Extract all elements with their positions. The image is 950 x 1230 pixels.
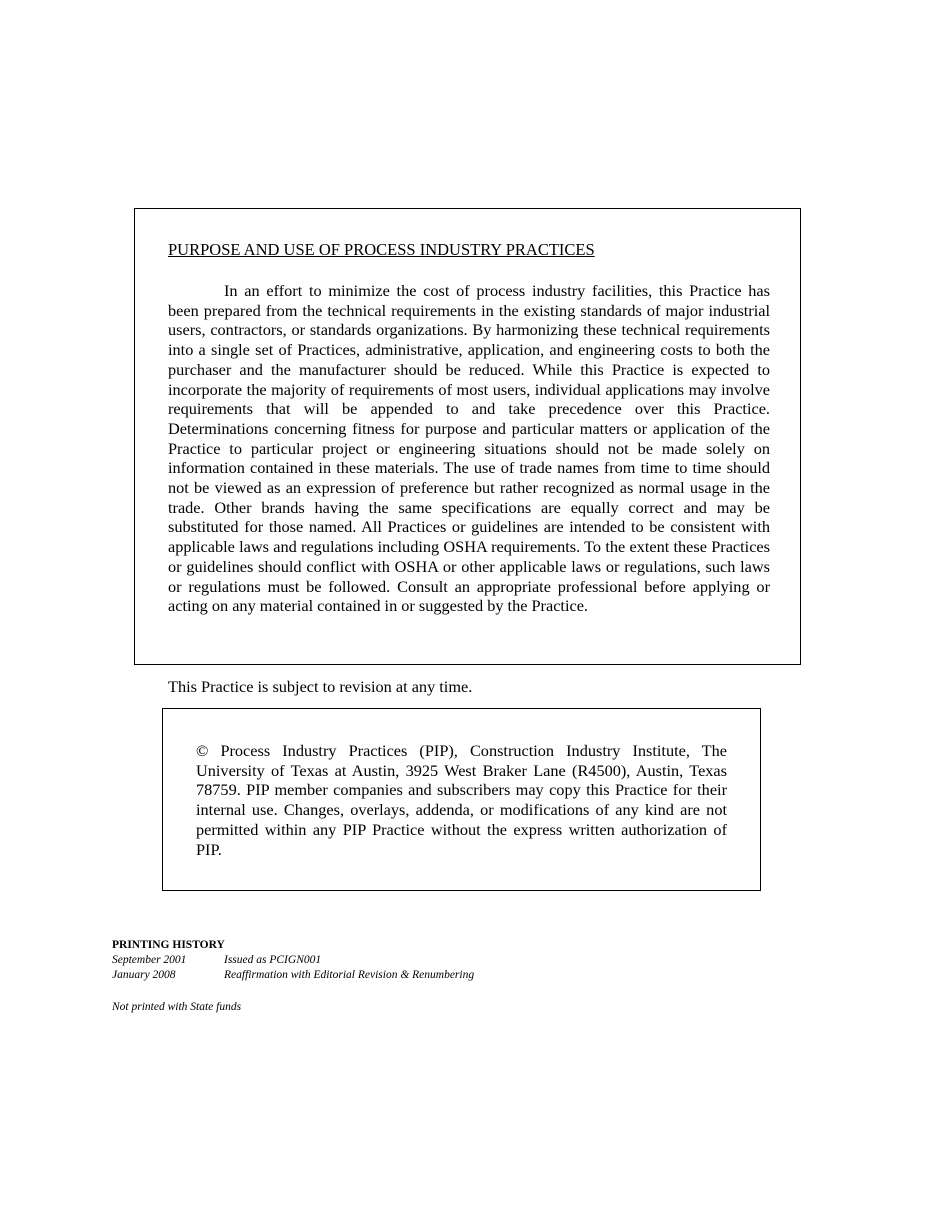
purpose-heading: PURPOSE AND USE OF PROCESS INDUSTRY PRACTICES (168, 240, 595, 259)
purpose-paragraph (168, 281, 770, 616)
history-entry (112, 953, 474, 968)
history-entry-description: Reaffirmation with Editorial Revision & Renumbering (224, 969, 475, 981)
history-entry-date: January 2008 (112, 969, 176, 981)
history-entry-description: Issued as PCIGN001 (224, 954, 322, 966)
history-entry (112, 968, 474, 983)
printing-history-title: PRINTING HISTORY (112, 939, 225, 951)
printing-history (112, 938, 474, 983)
purpose-body-text: In an effort to minimize the cost of process industry facilities, this Practice has been prepared from the technical requirements in the existing standards of major industrial users, contractors, or standards organizations. By harmonizing these technical requirements into a single set of Practices, administrative, application, and engineering costs to both the purchaser and the manufacturer should be reduced. While this Practice is expected to incorporate the majority of requirements of most users, individual applications may involve requirements that will be appended to and take precedence over this Practice. Determinations concerning fitness for purpose and particular matters or application of the Practice to particular project or engineering situations should not be made solely on information contained in these materials. The use of trade names from time to time should not be viewed as an expression of preference but rather recognized as normal usage in the trade. Other brands having the same specifications are equally correct and may be substituted for those named. All Practices or guidelines are intended to be consistent with applicable laws and regulations including OSHA requirements. To the extent these Practices or guidelines should conflict with OSHA or other applicable laws or regulations, such laws or regulations must be followed. Consult an appropriate professional before applying or acting on any material contained in or suggested by the Practice. (168, 281, 770, 616)
funds-note: Not printed with State funds (112, 1001, 242, 1013)
copyright-box (162, 708, 761, 891)
revision-note: This Practice is subject to revision at any time. (168, 677, 473, 696)
copyright-text: © Process Industry Practices (PIP), Construction Industry Institute, The University of Texas at Austin, 3925 West Braker Lane (R4500), Austin, Texas 78759. PIP member companies and subscribers may copy this Practice for their internal use. Changes, overlays, addenda, or modifications of any kind are not permitted within any PIP Practice without the express written authorization of PIP. (196, 741, 727, 859)
purpose-box (134, 208, 801, 665)
history-entry-date: September 2001 (112, 954, 187, 966)
